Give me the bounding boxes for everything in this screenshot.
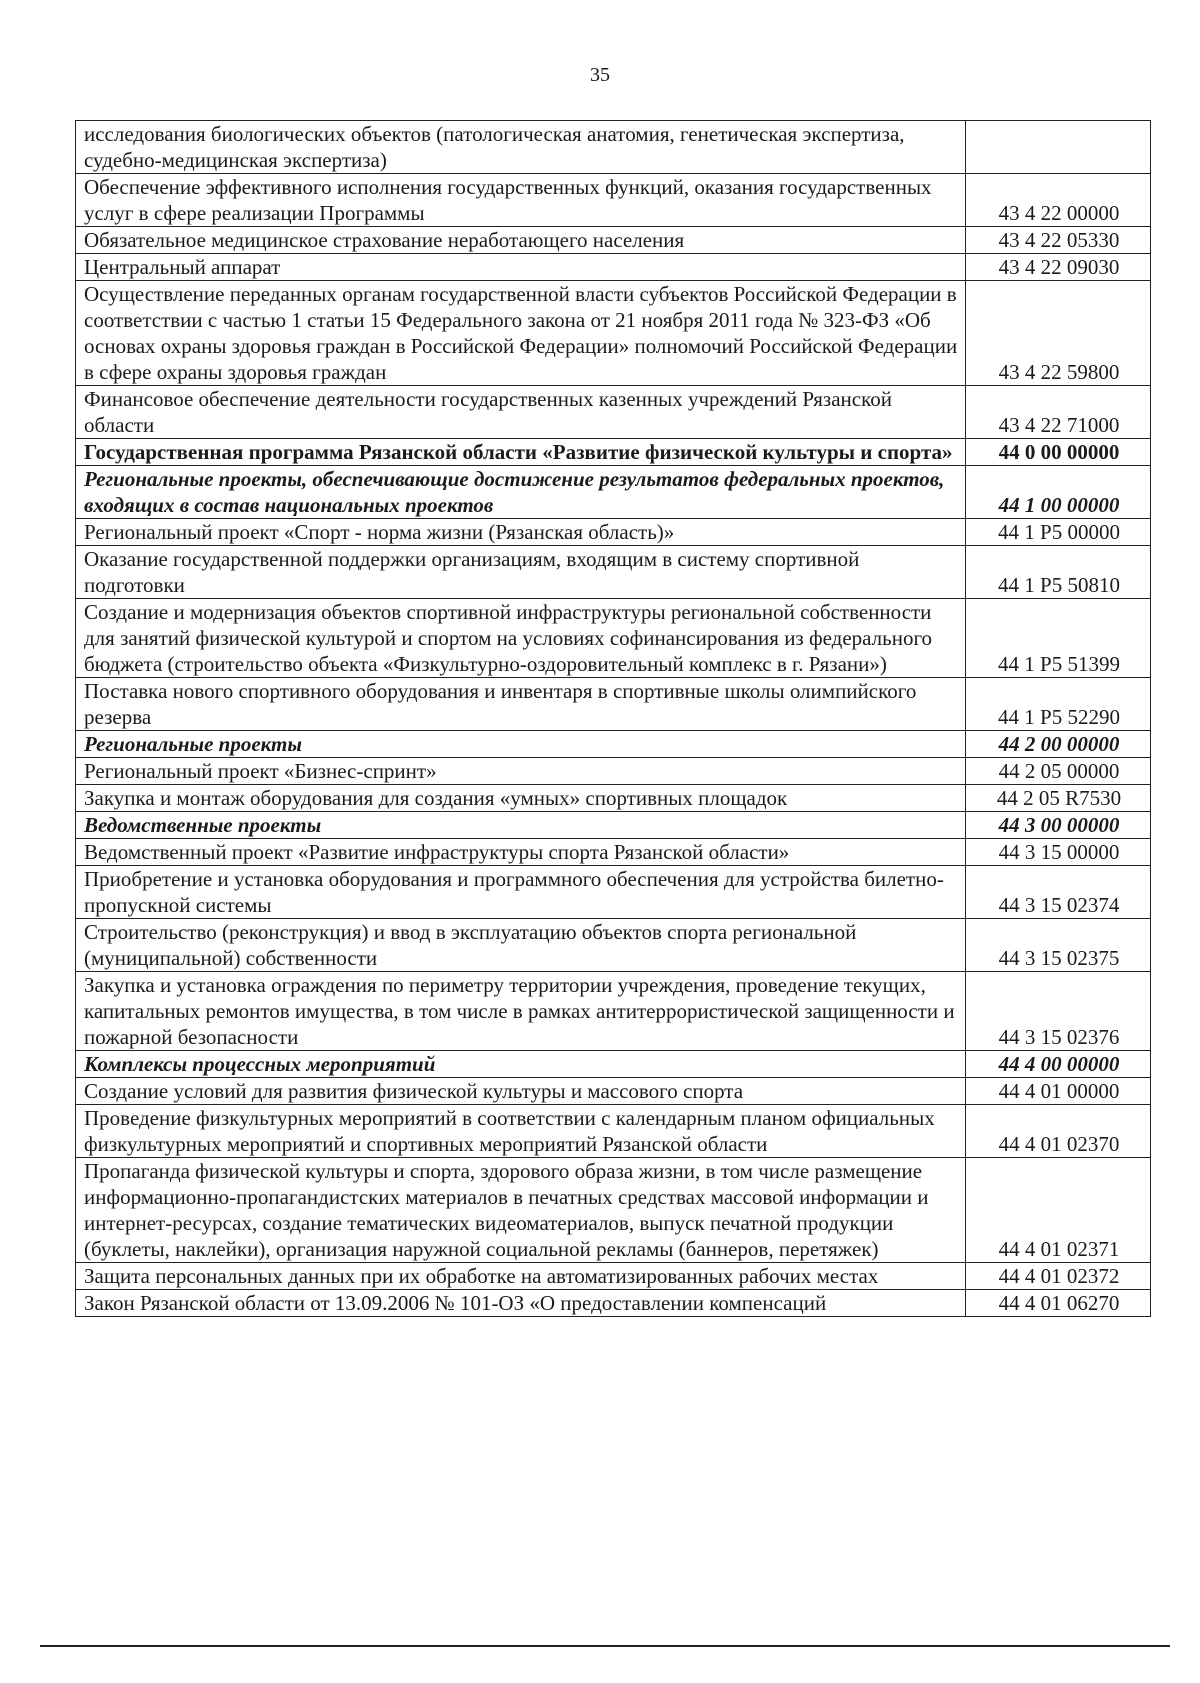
table-row (76, 519, 1151, 546)
table-row (76, 1263, 1151, 1290)
item-name-cell: исследования биологических объектов (патологическая анатомия, генетическая экспертиза, судебно-медицинская экспертиза) (76, 121, 966, 174)
target-code-cell: 44 0 00 00000 (966, 439, 1151, 466)
item-name-cell: Ведомственные проекты (76, 812, 966, 839)
target-code-cell: 44 2 05 00000 (966, 758, 1151, 785)
table-row (76, 785, 1151, 812)
table-row (76, 972, 1151, 1051)
target-code-cell (966, 121, 1151, 174)
table-row (76, 121, 1151, 174)
target-code-cell: 44 3 15 02374 (966, 866, 1151, 919)
target-code-cell: 43 4 22 05330 (966, 227, 1151, 254)
item-name-cell: Поставка нового спортивного оборудования и инвентаря в спортивные школы олимпийского резерва (76, 678, 966, 731)
target-code-cell: 44 3 15 02376 (966, 972, 1151, 1051)
table-row (76, 839, 1151, 866)
table-row (76, 866, 1151, 919)
table-row (76, 731, 1151, 758)
item-name-cell: Закупка и монтаж оборудования для создания «умных» спортивных площадок (76, 785, 966, 812)
budget-classification-table (75, 120, 1151, 1317)
item-name-cell: Приобретение и установка оборудования и программного обеспечения для устройства билетно-пропускной системы (76, 866, 966, 919)
target-code-cell: 44 4 01 02372 (966, 1263, 1151, 1290)
table-row (76, 1158, 1151, 1263)
table-row (76, 1078, 1151, 1105)
table-row (76, 439, 1151, 466)
target-code-cell: 44 1 Р5 00000 (966, 519, 1151, 546)
table-row (76, 281, 1151, 386)
table-row (76, 919, 1151, 972)
target-code-cell: 43 4 22 71000 (966, 386, 1151, 439)
target-code-cell: 44 4 01 00000 (966, 1078, 1151, 1105)
target-code-cell: 44 1 Р5 52290 (966, 678, 1151, 731)
item-name-cell: Создание и модернизация объектов спортивной инфраструктуры региональной собственности для занятий физической культурой и спортом на условиях софинансирования из федерального бюджета (строительство объекта «Физкультурно-оздоровительный комплекс в г. Рязани») (76, 599, 966, 678)
target-code-cell: 44 4 01 02371 (966, 1158, 1151, 1263)
target-code-cell: 44 2 00 00000 (966, 731, 1151, 758)
table-row (76, 758, 1151, 785)
page-number: 35 (590, 64, 610, 86)
table-body (76, 121, 1151, 1317)
target-code-cell: 43 4 22 59800 (966, 281, 1151, 386)
target-code-cell: 43 4 22 09030 (966, 254, 1151, 281)
target-code-cell: 44 1 Р5 51399 (966, 599, 1151, 678)
item-name-cell: Комплексы процессных мероприятий (76, 1051, 966, 1078)
table-row (76, 1051, 1151, 1078)
item-name-cell: Создание условий для развития физической культуры и массового спорта (76, 1078, 966, 1105)
item-name-cell: Финансовое обеспечение деятельности государственных казенных учреждений Рязанской области (76, 386, 966, 439)
item-name-cell: Защита персональных данных при их обработке на автоматизированных рабочих местах (76, 1263, 966, 1290)
item-name-cell: Закупка и установка ограждения по периметру территории учреждения, проведение текущих, капитальных ремонтов имущества, в том числе в рамках антитеррористической защищенности и пожарной безопасности (76, 972, 966, 1051)
target-code-cell: 44 4 01 06270 (966, 1290, 1151, 1317)
item-name-cell: Обязательное медицинское страхование неработающего населения (76, 227, 966, 254)
item-name-cell: Региональные проекты, обеспечивающие достижение результатов федеральных проектов, входящих в состав национальных проектов (76, 466, 966, 519)
target-code-cell: 44 1 Р5 50810 (966, 546, 1151, 599)
table-row (76, 254, 1151, 281)
item-name-cell: Региональный проект «Спорт - норма жизни (Рязанская область)» (76, 519, 966, 546)
target-code-cell: 44 1 00 00000 (966, 466, 1151, 519)
item-name-cell: Региональный проект «Бизнес-спринт» (76, 758, 966, 785)
item-name-cell: Региональные проекты (76, 731, 966, 758)
target-code-cell: 44 3 15 00000 (966, 839, 1151, 866)
page-bottom-rule (40, 1645, 1170, 1647)
item-name-cell: Пропаганда физической культуры и спорта, здорового образа жизни, в том числе размещение информационно-пропагандистских материалов в печатных средствах массовой информации и интернет-ресурсах, создание тематических видеоматериалов, выпуск печатной продукции (буклеты, наклейки), организация наружной социальной рекламы (баннеров, перетяжек) (76, 1158, 966, 1263)
table-row (76, 227, 1151, 254)
target-code-cell: 44 3 00 00000 (966, 812, 1151, 839)
target-code-cell: 44 2 05 R7530 (966, 785, 1151, 812)
item-name-cell: Центральный аппарат (76, 254, 966, 281)
item-name-cell: Государственная программа Рязанской области «Развитие физической культуры и спорта» (76, 439, 966, 466)
target-code-cell: 44 4 01 02370 (966, 1105, 1151, 1158)
target-code-cell: 44 4 00 00000 (966, 1051, 1151, 1078)
item-name-cell: Строительство (реконструкция) и ввод в эксплуатацию объектов спорта региональной (муниципальной) собственности (76, 919, 966, 972)
item-name-cell: Оказание государственной поддержки организациям, входящим в систему спортивной подготовки (76, 546, 966, 599)
item-name-cell: Ведомственный проект «Развитие инфраструктуры спорта Рязанской области» (76, 839, 966, 866)
table-row (76, 174, 1151, 227)
item-name-cell: Проведение физкультурных мероприятий в соответствии с календарным планом официальных физкультурных мероприятий и спортивных мероприятий Рязанской области (76, 1105, 966, 1158)
table-row (76, 386, 1151, 439)
item-name-cell: Осуществление переданных органам государственной власти субъектов Российской Федерации в соответствии с частью 1 статьи 15 Федерального закона от 21 ноября 2011 года № 323-ФЗ «Об основах охраны здоровья граждан в Российской Федерации» полномочий Российской Федерации в сфере охраны здоровья граждан (76, 281, 966, 386)
table-row (76, 812, 1151, 839)
table-row (76, 546, 1151, 599)
item-name-cell: Обеспечение эффективного исполнения государственных функций, оказания государственных услуг в сфере реализации Программы (76, 174, 966, 227)
item-name-cell: Закон Рязанской области от 13.09.2006 № 101-ОЗ «О предоставлении компенсаций (76, 1290, 966, 1317)
target-code-cell: 44 3 15 02375 (966, 919, 1151, 972)
table-row (76, 678, 1151, 731)
table-row (76, 1105, 1151, 1158)
table-row (76, 466, 1151, 519)
table-row (76, 1290, 1151, 1317)
target-code-cell: 43 4 22 00000 (966, 174, 1151, 227)
table-row (76, 599, 1151, 678)
